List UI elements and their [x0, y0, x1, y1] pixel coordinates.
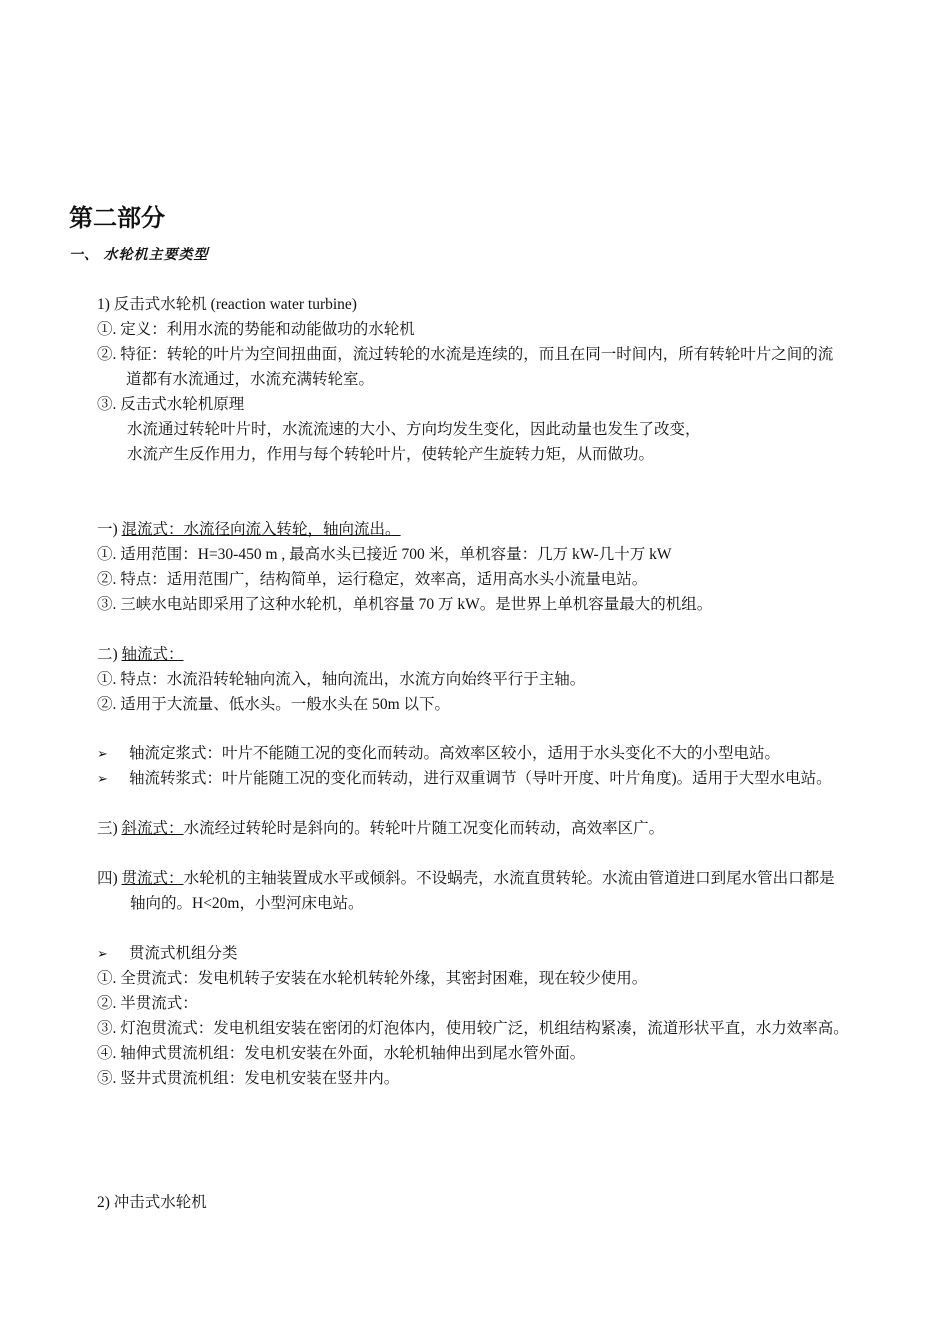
- diagonal-number: 三): [97, 820, 122, 837]
- tubular-text-continuation: 轴向的。H<20m，小型河床电站。: [130, 895, 364, 912]
- diagonal-text: 水流经过转轮时是斜向的。转轮叶片随工况变化而转动，高效率区广。: [183, 820, 665, 837]
- bullet-item: [97, 944, 238, 964]
- bullet-item: [97, 744, 780, 764]
- principle-text: 水流产生反作用力，作用与每个转轮叶片，使转轮产生旋转力矩，从而做功。: [127, 446, 655, 463]
- axial-number: 二): [97, 646, 122, 663]
- list-item: ①. 特点：水流沿转轮轴向流入，轴向流出，水流方向始终平行于主轴。: [97, 671, 586, 688]
- list-item: ⑤. 竖井式贯流机组：发电机安装在竖井内。: [97, 1070, 400, 1087]
- diagonal-heading: [97, 819, 664, 839]
- tubular-text: 水轮机的主轴装置成水平或倾斜。不设蜗壳，水流直贯转轮。水流由管道进口到尾水管出口都是: [183, 870, 835, 887]
- page-title: 第二部分: [69, 206, 165, 232]
- tubular-label: 贯流式：: [121, 870, 184, 887]
- list-item: ①. 定义：利用水流的势能和动能做功的水轮机: [97, 321, 415, 338]
- list-item: ②. 特征：转轮的叶片为空间扭曲面，流过转轮的水流是连续的，而且在同一时间内，所有转轮叶片之间的流: [97, 346, 834, 363]
- bullet-item: [97, 769, 832, 789]
- arrow-bullet-icon: ➢: [97, 771, 108, 786]
- axial-heading: [97, 645, 184, 665]
- arrow-bullet-icon: ➢: [97, 946, 108, 961]
- list-item: ④. 轴伸式贯流机组：发电机安装在外面，水轮机轴伸出到尾水管外面。: [97, 1045, 586, 1062]
- section-subtitle: 一、 水轮机主要类型: [69, 248, 209, 263]
- principle-text: 水流通过转轮叶片时，水流流速的大小、方向均发生变化，因此动量也发生了改变，: [127, 421, 701, 438]
- tubular-number: 四): [97, 870, 122, 887]
- list-item: ①. 全贯流式：发电机转子安装在水轮机转轮外缘，其密封困难，现在较少使用。: [97, 970, 648, 987]
- arrow-bullet-icon: ➢: [97, 746, 108, 761]
- axial-label: 轴流式：: [121, 646, 184, 663]
- tubular-heading: [97, 869, 835, 889]
- impulse-turbine-heading: 2) 冲击式水轮机: [97, 1194, 207, 1211]
- francis-number: 一): [97, 521, 122, 538]
- list-item-continuation: 道都有水流通过，水流充满转轮室。: [126, 371, 375, 388]
- list-item: ③. 灯泡贯流式：发电机组安装在密闭的灯泡体内，使用较广泛，机组结构紧凑，流道形状平直，水力效率高。: [97, 1020, 849, 1037]
- diagonal-label: 斜流式：: [121, 820, 184, 837]
- bullet-text: 贯流式机组分类: [129, 945, 238, 962]
- francis-heading: [97, 520, 401, 540]
- list-item: ③. 反击式水轮机原理: [97, 396, 245, 413]
- bullet-text: 轴流转浆式：叶片能随工况的变化而转动，进行双重调节（导叶开度、叶片角度)。适用于大型水电站。: [129, 770, 832, 787]
- list-item: ①. 适用范围：H=30-450 m , 最高水头已接近 700 米，单机容量：几万 kW-几十万 kW: [97, 546, 672, 563]
- list-item: ③. 三峡水电站即采用了这种水轮机，单机容量 70 万 kW。是世界上单机容量最大的机组。: [97, 596, 713, 613]
- list-item: ②. 半贯流式：: [97, 995, 198, 1012]
- bullet-text: 轴流定浆式：叶片不能随工况的变化而转动。高效率区较小，适用于水头变化不大的小型电站。: [129, 745, 781, 762]
- list-item: ②. 适用于大流量、低水头。一般水头在 50m 以下。: [97, 696, 451, 713]
- reaction-turbine-heading: 1) 反击式水轮机 (reaction water turbine): [97, 296, 357, 313]
- francis-label: 混流式：水流径向流入转轮，轴向流出。: [121, 521, 401, 538]
- list-item: ②. 特点：适用范围广，结构简单，运行稳定，效率高，适用高水头小流量电站。: [97, 571, 648, 588]
